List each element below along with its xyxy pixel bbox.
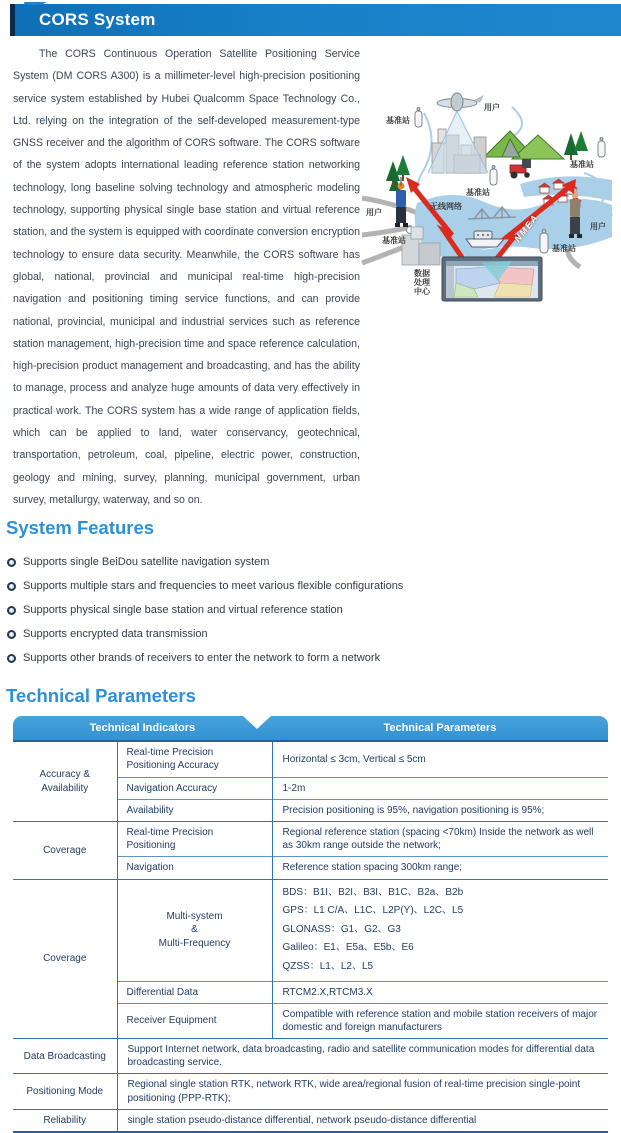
table-row — [13, 821, 608, 856]
label-base-right: 基准站 — [570, 160, 594, 169]
clock-bullet-icon — [7, 558, 16, 567]
label-user-right: 用户 — [590, 222, 606, 231]
parameter-cell: Regional reference station (spacing <70km) Inside the network as well as 30km range outside the network; — [272, 821, 608, 856]
parameter-cell: 1-2m — [272, 777, 608, 799]
label-base-lower-left: 基准站 — [382, 236, 406, 245]
cors-network-illustration — [362, 85, 612, 301]
intro-section — [0, 43, 621, 511]
feature-text: Supports single BeiDou satellite navigation system — [23, 556, 270, 569]
title-banner — [10, 4, 621, 36]
clock-bullet-icon — [7, 654, 16, 663]
parameter-cell: Support Internet network, data broadcasting, radio and satellite communication modes for differential data broadcasting service. — [117, 1039, 608, 1074]
indicator-cell: Differential Data — [117, 981, 272, 1003]
parameter-cell: Compatible with reference station and mobile station receivers of major domestic and foreign manufacturers — [272, 1003, 608, 1038]
parameter-cell: Horizontal ≤ 3cm, Vertical ≤ 5cm — [282, 753, 426, 765]
frequency-line: BDS：B1I、B2I、B3I、B1C、B2a、B2b — [282, 886, 464, 898]
group-label-cell: Reliability — [13, 1109, 117, 1132]
feature-item — [7, 574, 621, 598]
indicator-cell: Navigation Accuracy — [117, 777, 272, 799]
frequency-line: QZSS：L1、L2、L5 — [282, 960, 374, 972]
intro-paragraph: The CORS Continuous Operation Satellite Positioning Service System (DM CORS A300) is a millimeter-level high-precision positioning service system established by Hubei Qualcomm Space Technology Co., Ltd. relying on the integration of the self-developed measurement-type GNSS receiver and the algorithm of CORS software. The CORS software of the system adopts international leading reference station networking technology, long baseline solving technology and atmospheric modeling technology, supporting physical single base station and virtual reference station, and the system is equipped with coordinate conversion encryption technology to ensure data security. Meanwhile, the CORS software has global, national, provincial and municipal real-time high-precision navigation and positioning timing service functions, and can provide national, provincial, municipal and industrial services such as reference station management, high-precision time and space reference calculation, high-precision product management and broadcasting, and has the ability to manage, process and analyze huge amounts of data very effectively in practical work. The CORS system has a wide range of application fields, which can be applied to land, water conservancy, geotechnical, transportation, petroleum, coal, pipeline, electric power, construction, geology and mining, survey, planning, municipal government, urban survey, metallurgy, waterway, and so on. — [13, 48, 360, 506]
label-data-center: 数据处理中心 — [414, 269, 430, 296]
technical-parameters-table — [13, 742, 608, 1133]
frequency-line: GPS：L1 C/A、L1C、L2P(Y)、L2C、L5 — [282, 905, 464, 917]
feature-text: Supports physical single base station and virtual reference station — [23, 604, 343, 617]
indicator-cell: Availability — [117, 799, 272, 821]
indicator-cell: Navigation — [117, 857, 272, 879]
group-label-cell: Data Broadcasting — [13, 1039, 117, 1074]
label-nmea: NMEA — [512, 212, 541, 244]
parameter-cell — [272, 879, 608, 981]
table-row — [13, 1039, 608, 1074]
label-base-mid: 基准站 — [466, 188, 490, 197]
feature-text: Supports other brands of receivers to enter the network to form a network — [23, 652, 381, 665]
feature-item — [7, 598, 621, 622]
system-features-heading: System Features — [6, 517, 155, 539]
feature-text: Supports encrypted data transmission — [23, 628, 208, 641]
clock-bullet-icon — [7, 606, 16, 615]
system-features-section — [0, 517, 621, 670]
frequency-line: GLONASS：G1、G2、G3 — [282, 923, 401, 935]
label-wireless-network: 无线网络 — [430, 202, 462, 211]
group-label-cell: Accuracy & Availability — [13, 742, 117, 821]
col-header-technical-indicators: Technical Indicators — [89, 722, 196, 735]
clock-bullet-icon — [7, 630, 16, 639]
frequency-line: Galileo：E1、E5a、E5b、E6 — [282, 942, 414, 954]
indicator-cell: Receiver Equipment — [117, 1003, 272, 1038]
indicator-line: & — [191, 924, 198, 936]
header-notch — [243, 716, 271, 729]
clock-bullet-icon — [7, 582, 16, 591]
features-list — [0, 550, 621, 670]
col-header-technical-parameters: Technical Parameters — [383, 722, 497, 735]
table-row — [13, 1074, 608, 1109]
label-base-lower-right: 基准站 — [552, 244, 576, 253]
label-user-left: 用户 — [366, 208, 382, 217]
page-title: CORS System — [39, 10, 156, 29]
table-header-bar — [13, 716, 608, 742]
gis-monitor — [442, 257, 542, 301]
technical-parameters-section — [0, 685, 621, 1133]
mountains — [484, 131, 564, 159]
parameter-cell: single station pseudo-distance differential, network pseudo-distance differential — [117, 1109, 608, 1132]
group-label-cell: Coverage — [13, 821, 117, 879]
parameter-cell: RTCM2.X,RTCM3.X — [272, 981, 608, 1003]
table-row — [13, 1109, 608, 1132]
harvester-icon — [510, 159, 531, 179]
feature-text: Supports multiple stars and frequencies to meet various flexible configurations — [23, 580, 404, 593]
feature-item — [7, 550, 621, 574]
indicator-line: Multi-system — [166, 911, 223, 923]
indicator-cell: Real-time Precision Positioning — [117, 821, 272, 856]
indicator-cell — [117, 879, 272, 981]
group-label-cell: Coverage — [13, 879, 117, 1039]
parameter-cell: Precision positioning is 95%, navigation positioning is 95%; — [272, 799, 608, 821]
feature-item — [7, 646, 621, 670]
table-row — [13, 742, 608, 777]
table-row — [13, 879, 608, 981]
trees-right — [564, 131, 588, 160]
label-user-top: 用户 — [484, 103, 500, 112]
group-label-cell: Positioning Mode — [13, 1074, 117, 1109]
label-base-left: 基准站 — [386, 116, 410, 125]
airplane-icon — [428, 93, 488, 173]
feature-item — [7, 622, 621, 646]
indicator-cell: Real-time Precision Positioning Accuracy — [117, 742, 272, 777]
parameter-cell: Regional single station RTK, network RTK, wide area/regional fusion of real-time precision single-point positioning (PPP-RTK); — [117, 1074, 608, 1109]
indicator-line: Multi-Frequency — [158, 937, 231, 949]
parameter-cell: Reference station spacing 300km range; — [272, 857, 608, 879]
technical-parameters-heading: Technical Parameters — [6, 685, 196, 707]
